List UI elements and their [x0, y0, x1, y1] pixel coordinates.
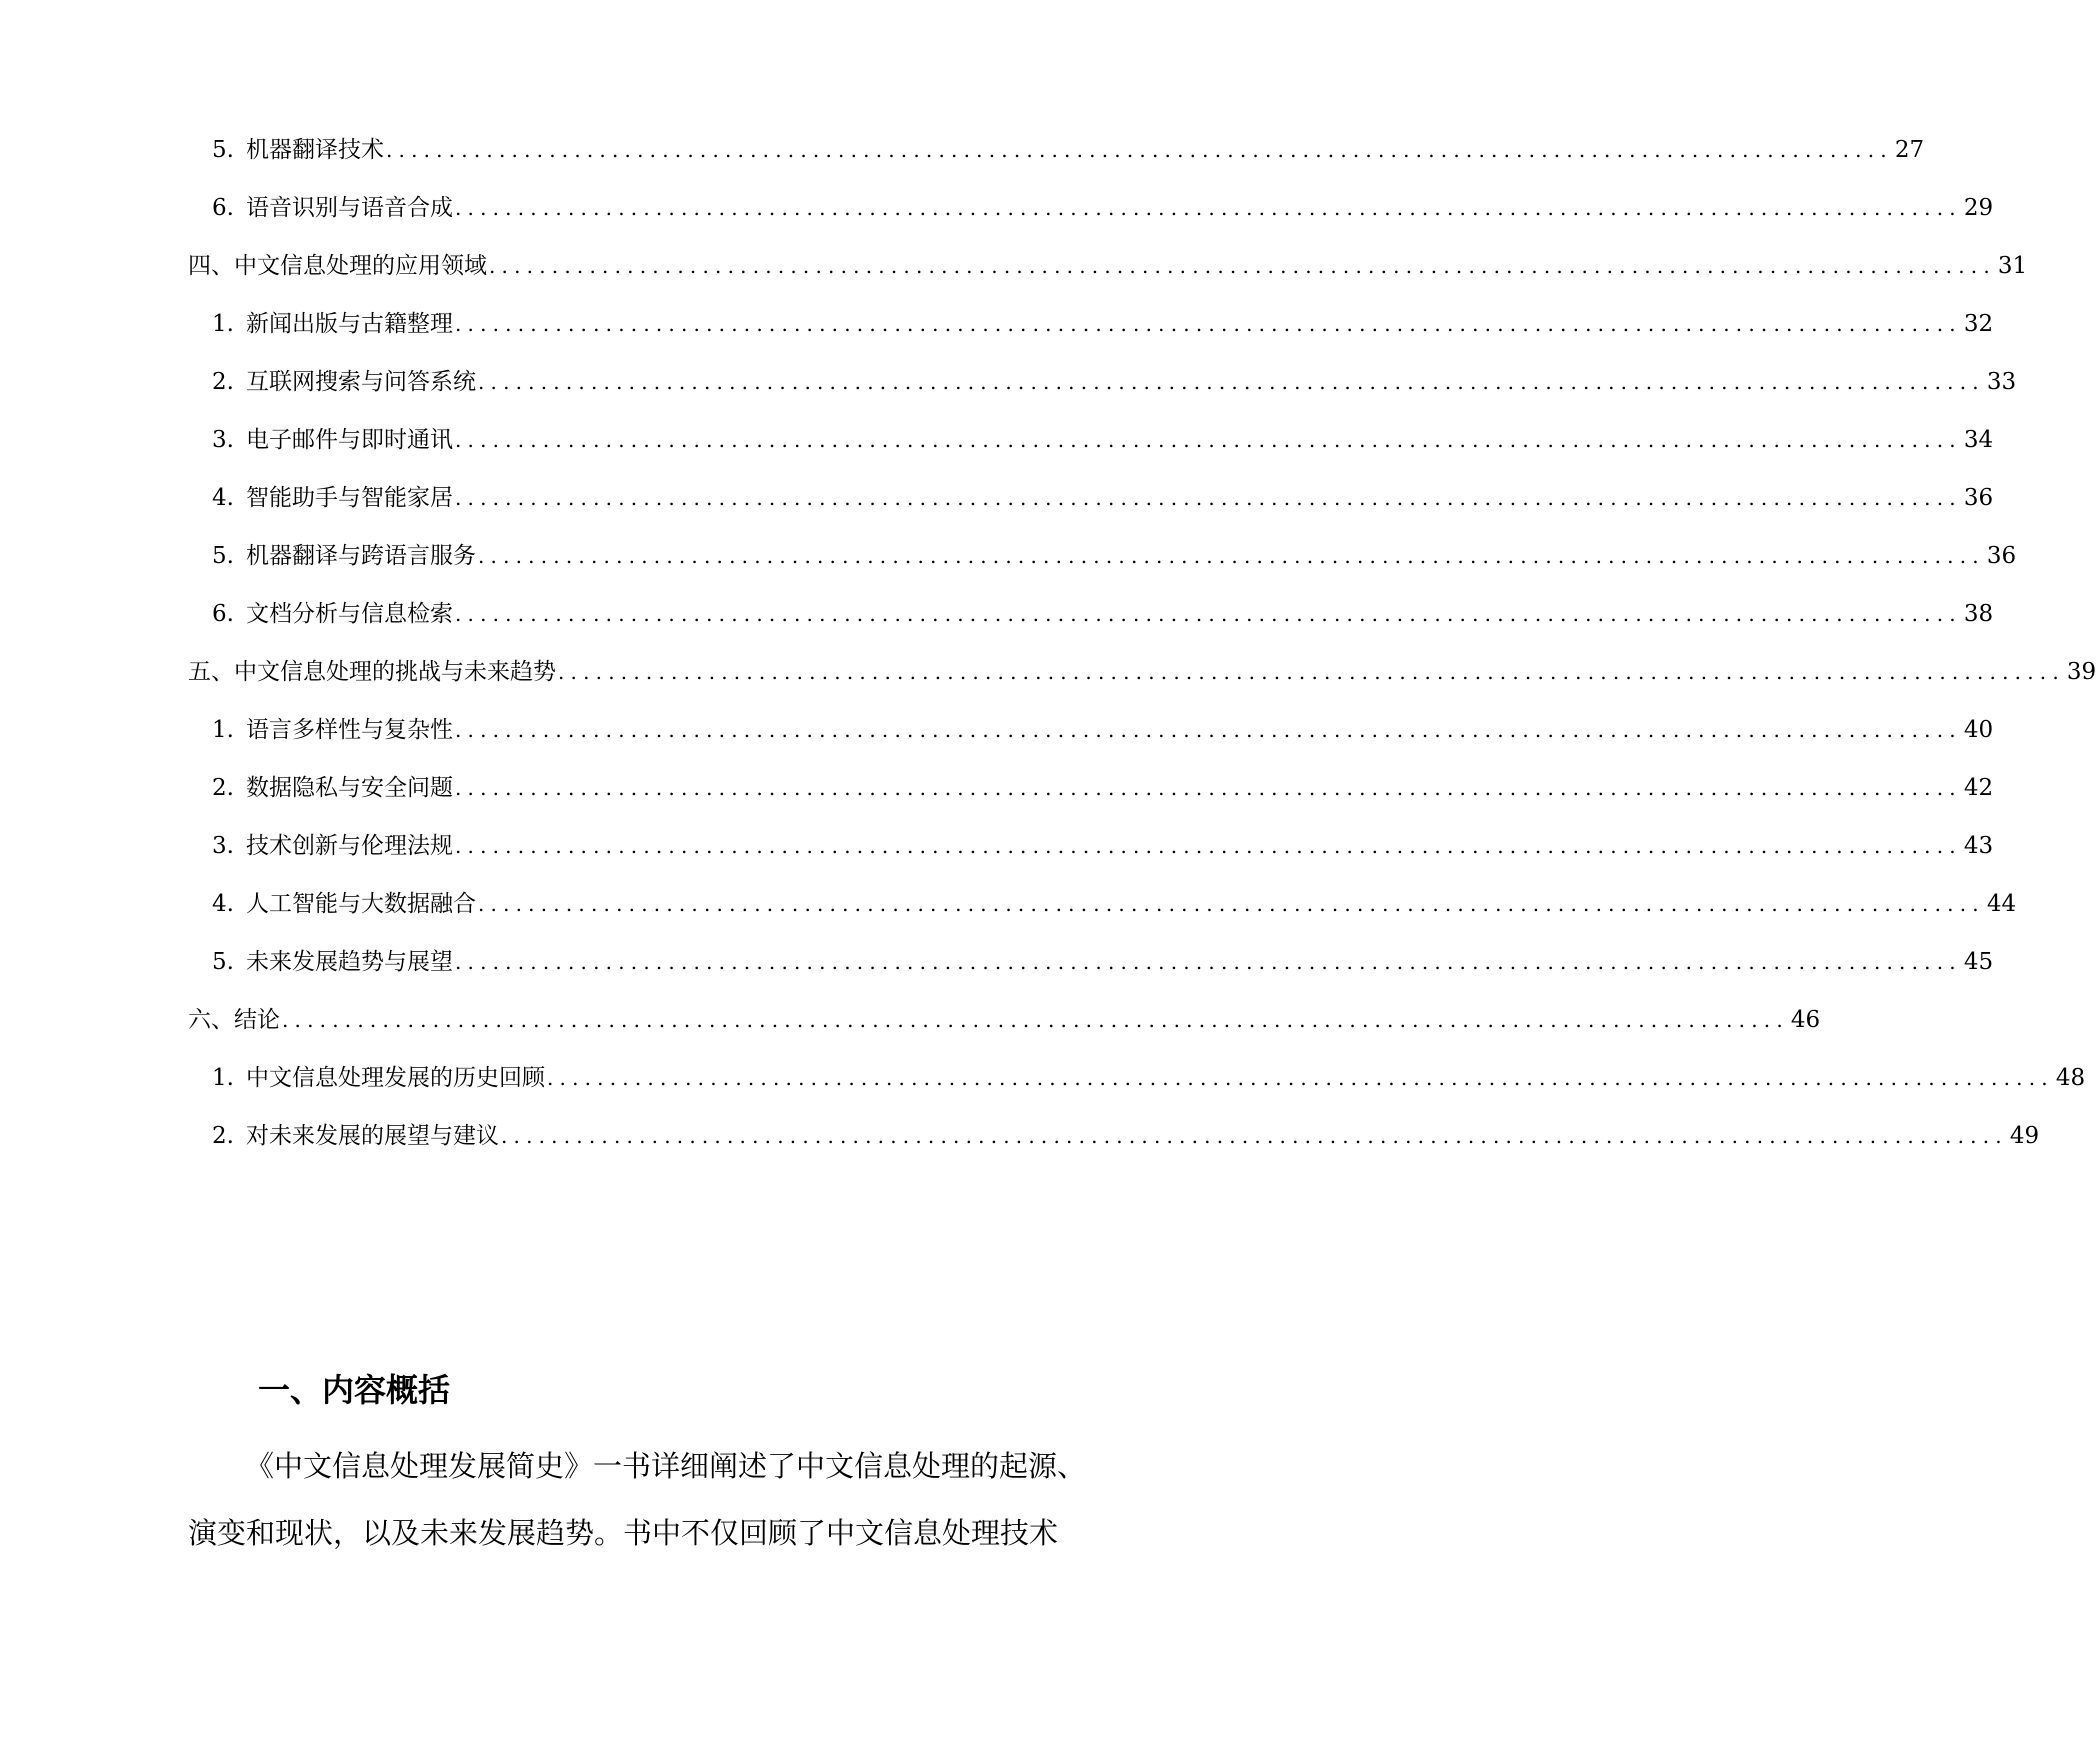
toc-entry[interactable]: [212, 773, 1994, 803]
toc-dot-leader: ........................................................................................................................: [385, 138, 1893, 162]
toc-entry-number: 3.: [212, 427, 234, 453]
toc-entry[interactable]: [212, 483, 1994, 513]
toc-entry-page: 49: [2009, 1123, 2040, 1149]
toc-entry-number: 5.: [212, 543, 234, 569]
toc-entry-number: 4.: [212, 891, 234, 917]
toc-dot-leader: ........................................................................................................................: [454, 196, 1962, 220]
toc-entry-number: 5.: [212, 137, 234, 163]
toc-entry-page: 36: [1963, 485, 1994, 511]
toc-dot-leader: ........................................................................................................................: [454, 486, 1962, 510]
toc-dot-leader: ........................................................................................................................: [489, 254, 1996, 278]
toc-entry[interactable]: [212, 541, 2017, 571]
toc-entry-title: 技术创新与伦理法规: [245, 833, 453, 859]
toc-entry-page: 29: [1963, 195, 1994, 221]
toc-entry-page: 43: [1963, 833, 1994, 859]
toc-entry-page: 31: [1997, 253, 2028, 279]
toc-dot-leader: ........................................................................................................................: [454, 602, 1962, 626]
toc-entry-title: 人工智能与大数据融合: [245, 891, 476, 917]
toc-entry-title: 五、中文信息处理的挑战与未来趋势: [188, 659, 556, 685]
toc-entry-title: 互联网搜索与问答系统: [245, 369, 476, 395]
toc-entry-page: 32: [1963, 311, 1994, 337]
toc-dot-leader: ........................................................................................................................: [454, 776, 1962, 800]
toc-dot-leader: ........................................................................................................................: [477, 892, 1985, 916]
toc-entry-title: 机器翻译与跨语言服务: [245, 543, 476, 569]
toc-entry[interactable]: [212, 831, 1994, 861]
toc-entry-number: 5.: [212, 949, 234, 975]
toc-entry-title: 电子邮件与即时通讯: [245, 427, 453, 453]
toc-entry[interactable]: [188, 251, 2028, 281]
toc-entry[interactable]: [212, 1063, 2086, 1093]
toc-dot-leader: ........................................................................................................................: [558, 660, 2065, 684]
toc-entry-title: 四、中文信息处理的应用领域: [188, 253, 487, 279]
toc-entry[interactable]: [212, 947, 1994, 977]
toc-entry-title: 语言多样性与复杂性: [245, 717, 453, 743]
toc-entry[interactable]: [212, 715, 1994, 745]
toc-entry[interactable]: [212, 135, 1925, 165]
paragraph-line: 《中文信息处理发展简史》一书详细阐述了中文信息处理的起源、: [245, 1449, 1087, 1483]
toc-entry-page: 34: [1963, 427, 1994, 453]
toc-entry-number: 1.: [212, 717, 234, 743]
toc-entry-title: 文档分析与信息检索: [245, 601, 453, 627]
toc-entry-title: 数据隐私与安全问题: [245, 775, 453, 801]
toc-dot-leader: ........................................................................................................................: [477, 370, 1985, 394]
toc-entry-title: 六、结论: [188, 1007, 280, 1033]
toc-entry[interactable]: [212, 599, 1994, 629]
toc-dot-leader: ........................................................................................................................: [454, 834, 1962, 858]
toc-entry-page: 39: [2066, 659, 2096, 685]
toc-entry-page: 33: [1986, 369, 2017, 395]
toc-entry-page: 38: [1963, 601, 1994, 627]
toc-entry[interactable]: [212, 193, 1994, 223]
toc-entry[interactable]: [212, 1121, 2040, 1151]
toc-entry-title: 机器翻译技术: [245, 137, 384, 163]
toc-entry-page: 36: [1986, 543, 2017, 569]
toc-entry-title: 语音识别与语音合成: [245, 195, 453, 221]
toc-dot-leader: ........................................................................................................................: [282, 1008, 1789, 1032]
toc-dot-leader: ........................................................................................................................: [546, 1066, 2054, 1090]
toc-entry-number: 4.: [212, 485, 234, 511]
toc-dot-leader: ........................................................................................................................: [454, 950, 1962, 974]
toc-entry-number: 2.: [212, 775, 234, 801]
toc-entry-number: 6.: [212, 195, 234, 221]
toc-entry-title: 智能助手与智能家居: [245, 485, 453, 511]
toc-entry[interactable]: [212, 425, 1994, 455]
toc-entry-page: 46: [1790, 1007, 1821, 1033]
toc-entry-number: 1.: [212, 1065, 234, 1091]
toc-entry[interactable]: [188, 657, 2096, 687]
toc-entry[interactable]: [188, 1005, 1821, 1035]
toc-entry[interactable]: [212, 889, 2017, 919]
toc-entry-page: 42: [1963, 775, 1994, 801]
toc-entry[interactable]: [212, 309, 1994, 339]
toc-entry-number: 6.: [212, 601, 234, 627]
toc-entry-title: 新闻出版与古籍整理: [245, 311, 453, 337]
toc-dot-leader: ........................................................................................................................: [454, 312, 1962, 336]
section-heading: 一、内容概括: [258, 1371, 451, 1409]
toc-dot-leader: ........................................................................................................................: [454, 718, 1962, 742]
toc-entry-page: 45: [1963, 949, 1994, 975]
toc-entry-page: 48: [2055, 1065, 2086, 1091]
toc-entry-page: 44: [1986, 891, 2017, 917]
paragraph-line: 演变和现状，以及未来发展趋势。书中不仅回顾了中文信息处理技术: [188, 1516, 1059, 1550]
toc-entry-page: 27: [1894, 137, 1925, 163]
toc-entry-page: 40: [1963, 717, 1994, 743]
toc-entry-number: 1.: [212, 311, 234, 337]
toc-entry-title: 未来发展趋势与展望: [245, 949, 453, 975]
toc-entry-number: 3.: [212, 833, 234, 859]
toc-dot-leader: ........................................................................................................................: [500, 1124, 2008, 1148]
toc-dot-leader: ........................................................................................................................: [454, 428, 1962, 452]
toc-entry-number: 2.: [212, 369, 234, 395]
toc-dot-leader: ........................................................................................................................: [477, 544, 1985, 568]
toc-entry-title: 对未来发展的展望与建议: [245, 1123, 499, 1149]
toc-entry[interactable]: [212, 367, 2017, 397]
toc-entry-number: 2.: [212, 1123, 234, 1149]
toc-entry-title: 中文信息处理发展的历史回顾: [245, 1065, 545, 1091]
